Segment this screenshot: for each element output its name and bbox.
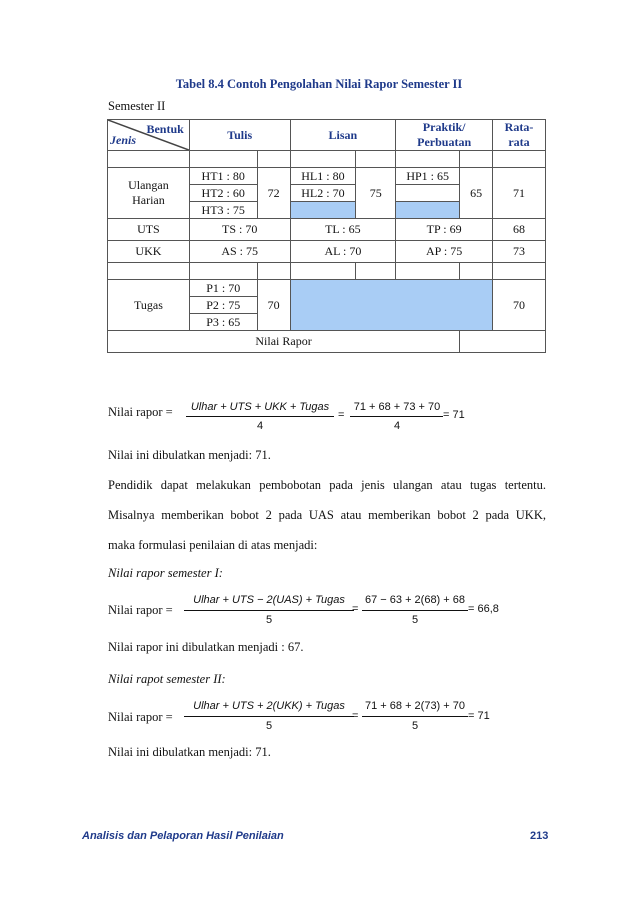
header-tulis: Tulis	[189, 120, 290, 151]
cell-ukk-praktik: AP : 75	[396, 241, 493, 263]
paragraph-2-line-2: Misalnya memberikan bobot 2 pada UAS atau memberikan bobot 2 pada UKK,	[108, 508, 546, 522]
cell-uts-lisan: TL : 65	[290, 219, 396, 241]
formula-2-numerator: Ulhar + UTS − 2(UAS) + Tugas	[193, 594, 345, 606]
row-label-nilai-rapor: Nilai Rapor	[108, 331, 460, 353]
formula-2-numerator-values: 67 − 63 + 2(68) + 68	[365, 594, 465, 606]
cell-uts-rata: 68	[493, 219, 546, 241]
paragraph-2-line-1: Pendidik dapat melakukan pembobotan pada jenis ulangan atau tugas tertentu.	[108, 478, 546, 492]
cell-p1: P1 : 70	[189, 280, 257, 297]
formula-1-denominator: 4	[256, 420, 264, 432]
cell-praktik-avg: 65	[460, 168, 493, 219]
semester-label: Semester II	[108, 99, 166, 113]
formula-3-denominator-values: 5	[411, 720, 419, 732]
cell-uts-praktik: TP : 69	[396, 219, 493, 241]
table-row-uts	[108, 219, 546, 241]
formula-2-label: Nilai rapor =	[108, 603, 173, 617]
formula-1-denominator-values: 4	[393, 420, 401, 432]
fraction-bar	[362, 716, 468, 717]
row-label-ukk: UKK	[108, 241, 190, 263]
cell-ukk-tulis: AS : 75	[189, 241, 290, 263]
formula-1-equals: =	[338, 409, 345, 421]
semester-1-heading: Nilai rapor semester I:	[108, 566, 223, 580]
page-number: 213	[530, 830, 549, 842]
fraction-bar	[184, 716, 354, 717]
header-rata-rata: Rata-rata	[493, 120, 546, 151]
formula-3-label: Nilai rapor =	[108, 710, 173, 724]
formula-3-equals: =	[352, 710, 359, 722]
header-lisan: Lisan	[290, 120, 396, 151]
semester-2-heading: Nilai rapot semester II:	[108, 672, 226, 686]
fraction-bar	[184, 610, 354, 611]
table-caption: Tabel 8.4 Contoh Pengolahan Nilai Rapor Semester II	[175, 77, 463, 91]
cell-ht1: HT1 : 80	[189, 168, 257, 185]
formula-3-denominator: 5	[265, 720, 273, 732]
formula-2-equals: =	[352, 603, 359, 615]
paragraph-4: Nilai ini dibulatkan menjadi: 71.	[108, 745, 271, 759]
formula-1-numerator: Ulhar + UTS + UKK + Tugas	[190, 401, 330, 413]
formula-1-result: = 71	[443, 409, 465, 421]
table-row-tugas	[108, 280, 546, 297]
shaded-cell	[290, 280, 493, 331]
formula-1-label: Nilai rapor =	[108, 405, 173, 419]
formula-3-numerator: Ulhar + UTS + 2(UKK) + Tugas	[193, 700, 345, 712]
paragraph-2-line-3: maka formulasi penilaian di atas menjadi:	[108, 538, 318, 552]
fraction-bar	[350, 416, 443, 417]
paragraph-3: Nilai rapor ini dibulatkan menjadi : 67.	[108, 640, 304, 654]
cell-ukk-rata: 73	[493, 241, 546, 263]
fraction-bar	[186, 416, 334, 417]
cell-ht2: HT2 : 60	[189, 185, 257, 202]
formula-2-result: = 66,8	[468, 603, 499, 615]
cell-ulangan-rata: 71	[493, 168, 546, 219]
cell-tugas-avg: 70	[257, 280, 290, 331]
cell-lisan-avg: 75	[356, 168, 396, 219]
row-label-tugas: Tugas	[108, 280, 190, 331]
header-praktik: Praktik/ Perbuatan	[396, 120, 493, 151]
cell-tugas-rata: 70	[493, 280, 546, 331]
paragraph-1: Nilai ini dibulatkan menjadi: 71.	[108, 448, 271, 462]
cell-ht3: HT3 : 75	[189, 202, 257, 219]
footer-title: Analisis dan Pelaporan Hasil Penilaian	[82, 830, 284, 842]
cell-uts-tulis: TS : 70	[189, 219, 290, 241]
cell-hl2: HL2 : 70	[290, 185, 356, 202]
cell-tulis-avg: 72	[257, 168, 290, 219]
grades-table	[107, 119, 546, 353]
formula-3-result: = 71	[468, 710, 490, 722]
row-label-ulangan: Ulangan Harian	[108, 168, 190, 219]
table-row-ukk	[108, 241, 546, 263]
fraction-bar	[362, 610, 468, 611]
empty-row	[108, 151, 546, 168]
formula-2-denominator-values: 5	[411, 614, 419, 626]
row-label-uts: UTS	[108, 219, 190, 241]
formula-2-denominator: 5	[265, 614, 273, 626]
cell-hp1: HP1 : 65	[396, 168, 460, 185]
table-row-nilai-rapor	[108, 331, 546, 353]
cell-p2: P2 : 75	[189, 297, 257, 314]
corner-jenis: Jenis	[110, 133, 137, 147]
empty-row	[108, 263, 546, 280]
formula-1-numerator-values: 71 + 68 + 73 + 70	[353, 401, 441, 413]
cell-ukk-lisan: AL : 70	[290, 241, 396, 263]
table-corner-header	[108, 120, 190, 151]
corner-bentuk: Bentuk	[146, 122, 184, 136]
table-row-ulangan	[108, 168, 546, 185]
cell-hl1: HL1 : 80	[290, 168, 356, 185]
cell-p3: P3 : 65	[189, 314, 257, 331]
formula-3-numerator-values: 71 + 68 + 2(73) + 70	[365, 700, 465, 712]
